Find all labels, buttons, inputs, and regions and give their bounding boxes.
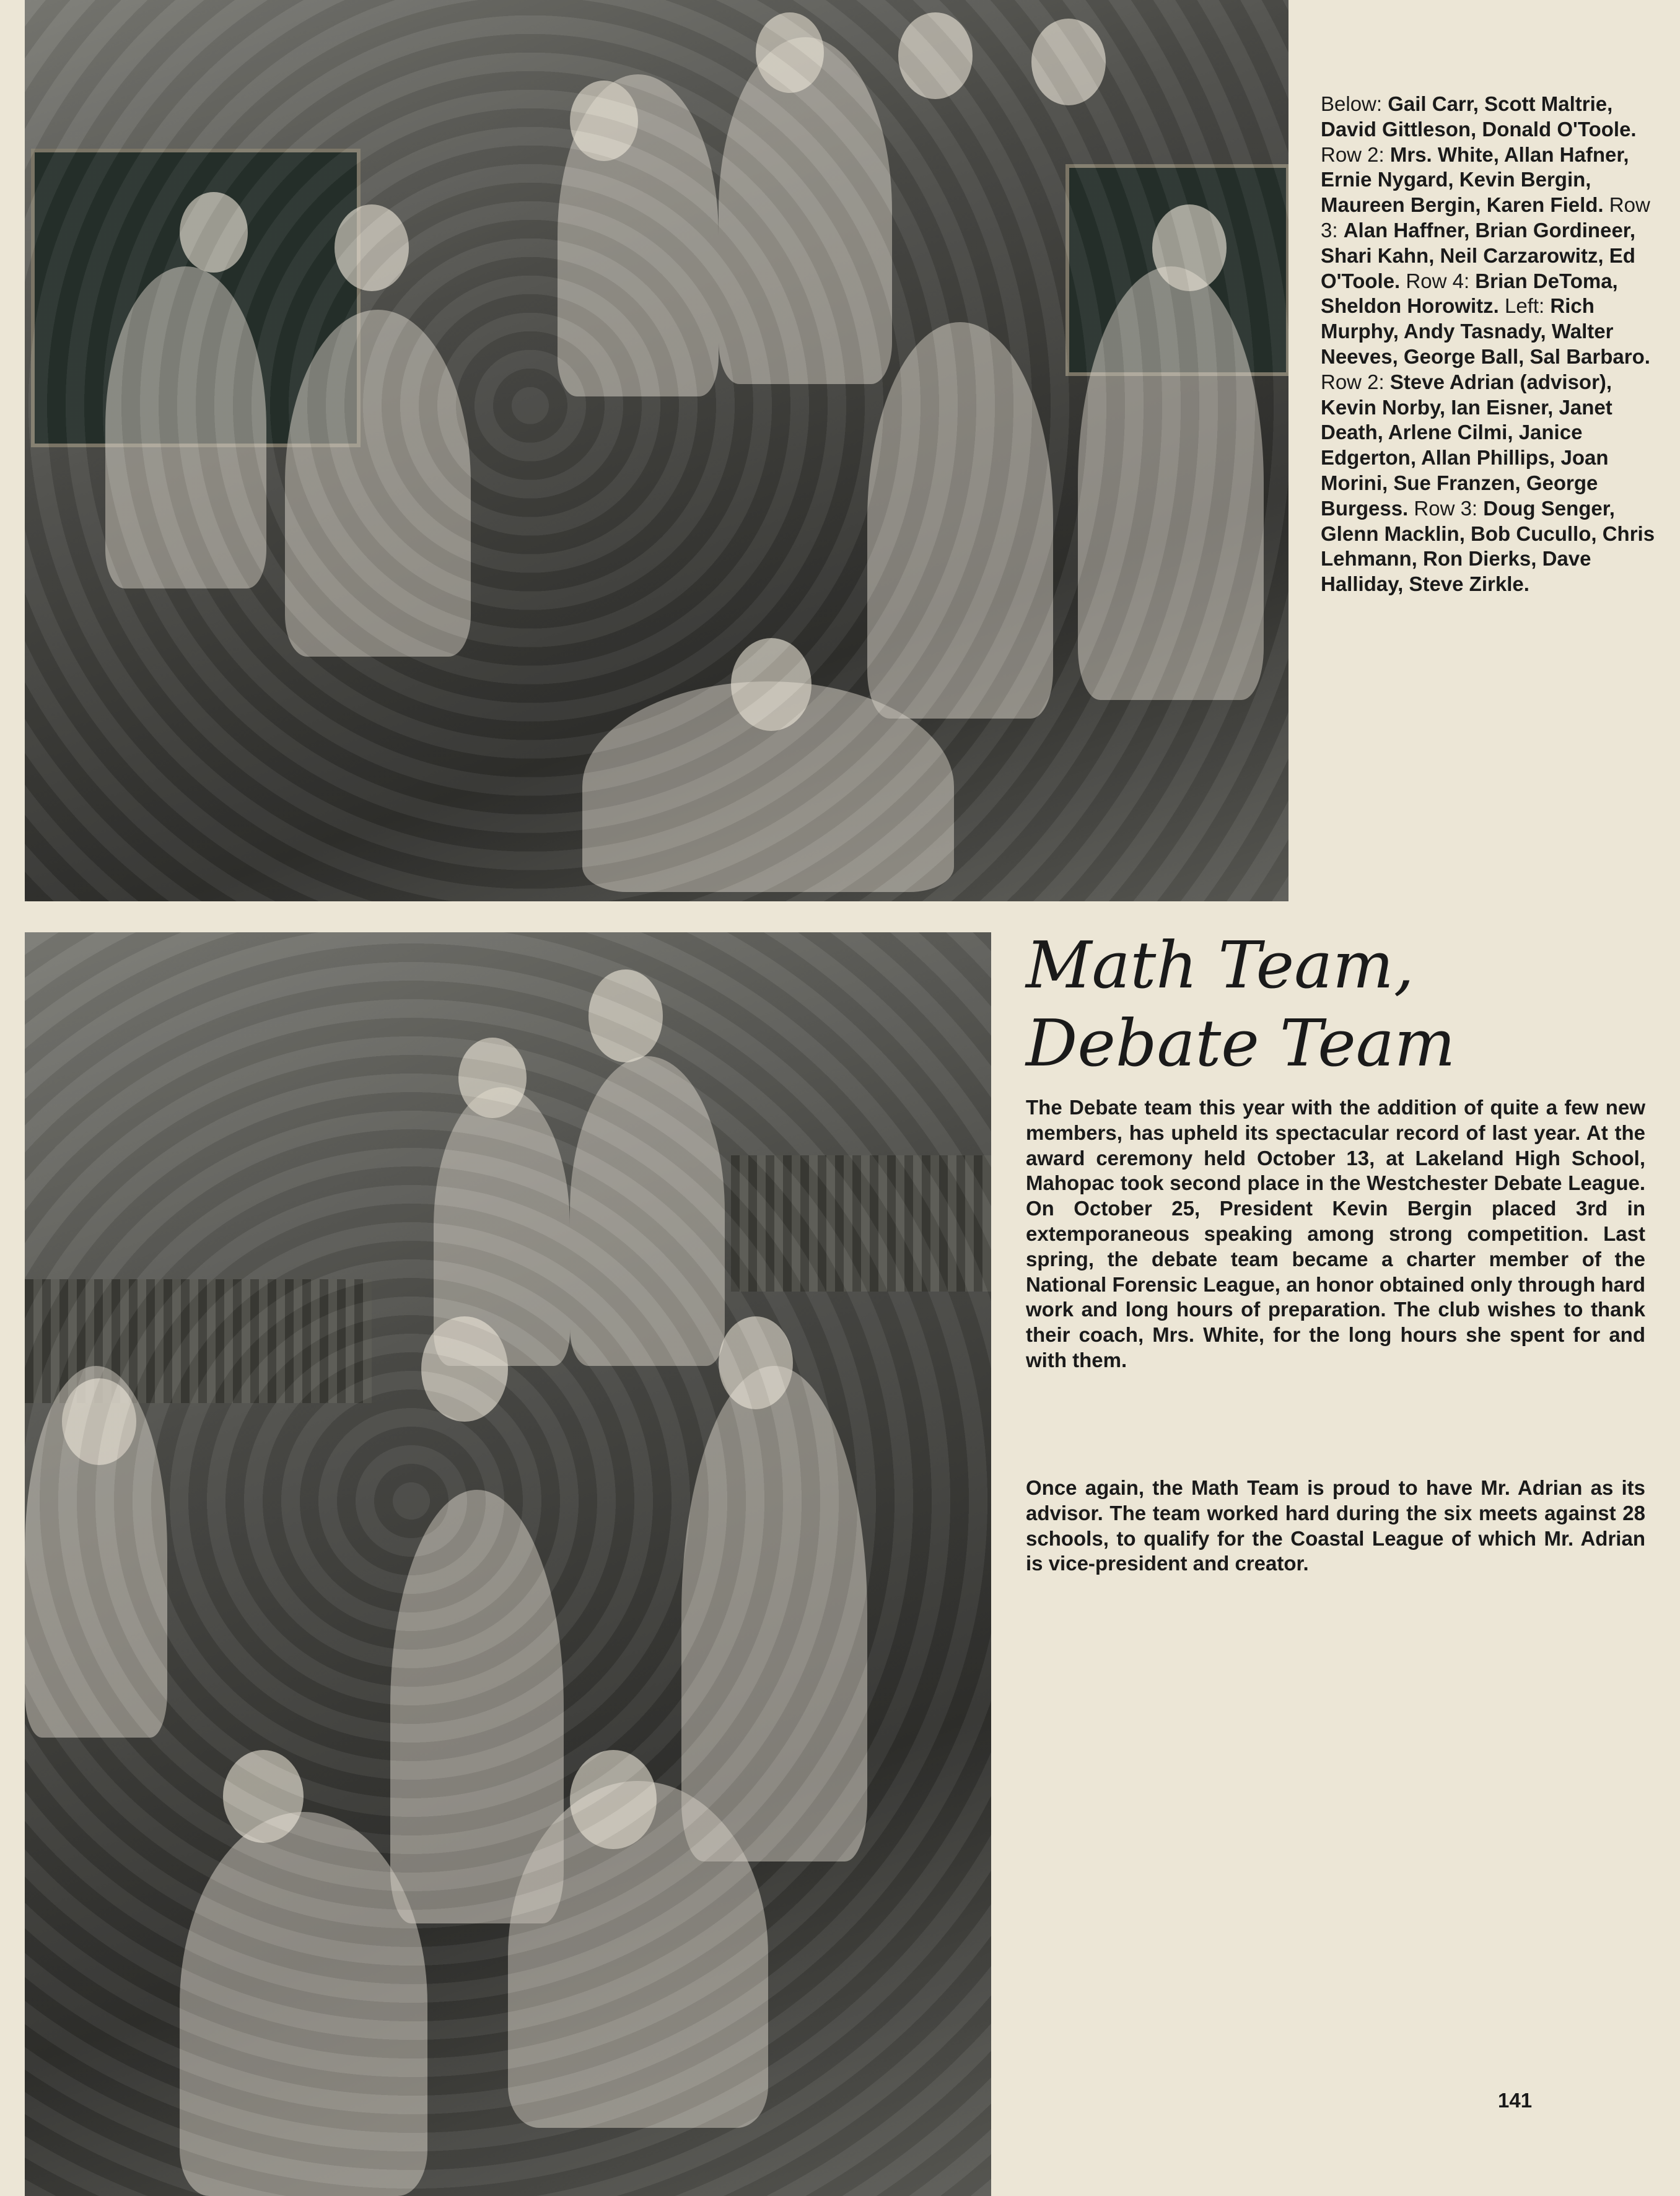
student-figure [570, 1056, 725, 1366]
caption-names: Brian DeToma, Sheldon Horowitz. [1321, 269, 1618, 318]
student-figure [1078, 266, 1264, 700]
student-figure [180, 1812, 427, 2196]
section-heading [1026, 926, 1658, 1082]
blackboard [1065, 164, 1288, 376]
debate-team-paragraph: The Debate team this year with the addition of quite a few new members, has upheld its spectacular record of last year. At the award ceremony held October 13, at Lakeland High School, Mahopac took second place in the Westchester Debate League. On October 25, President Kevin Bergin placed 3rd in extemporaneous speaking among strong competition. Last spring, the debate team became a charter member of the National Forensic League, an honor obtained only through hard work and long hours of preparation. The club wishes to thank their coach, Mrs. White, for the long hours she spent for and with them. [1026, 1096, 1645, 1371]
caption-label: Row 4: [1406, 269, 1476, 292]
student-figure [719, 37, 892, 384]
student-figure [582, 681, 954, 892]
student-figure [434, 1087, 570, 1366]
caption-label: Row 2: [1321, 370, 1390, 393]
face [756, 12, 824, 93]
heading-line-1: Math Team, [1026, 927, 1414, 1003]
caption-label: Row 3: [1321, 193, 1650, 242]
face [1152, 204, 1227, 291]
face [1031, 19, 1106, 105]
face [335, 204, 409, 291]
caption-names: Steve Adrian (advisor), Kevin Norby, Ian Eisner, Janet Death, Arlene Cilmi, Janice Edgerton, Allan Phillips, Joan Morini, Sue Franzen, George Burgess. [1321, 370, 1612, 520]
caption-names: Mrs. White, Allan Hafner, Ernie Nygard, Kevin Bergin, Maureen Bergin, Karen Field. [1321, 142, 1629, 217]
student-figure [105, 266, 266, 588]
student-figure [867, 322, 1053, 719]
student-figure [558, 74, 719, 396]
face [719, 1316, 793, 1409]
face [588, 969, 663, 1062]
face [731, 638, 812, 731]
math-team-photo [25, 932, 991, 2196]
advisor-figure [25, 1366, 167, 1738]
math-team-paragraph: Once again, the Math Team is proud to have Mr. Adrian as its advisor. The team worked hard during the six meets against 28 schools, to qualify for the Coastal League of which Mr. Adrian is vice-president and creator. [1026, 1476, 1645, 1575]
caption-label: Row 3: [1414, 496, 1484, 520]
caption-label: Below: [1321, 92, 1388, 115]
student-figure [285, 310, 471, 657]
caption-names: Alan Haffner, Brian Gordineer, Shari Kahn, Neil Carzarowitz, Ed O'Toole. [1321, 218, 1635, 292]
heading-line-2: Debate Team [1026, 1005, 1456, 1081]
bookshelf [731, 1155, 991, 1292]
face [62, 1378, 136, 1465]
student-figure [508, 1781, 768, 2128]
caption-label: Row 2: [1321, 142, 1390, 166]
caption-label: Left: [1504, 294, 1551, 318]
face [458, 1038, 527, 1118]
student-figure [681, 1366, 867, 1861]
bookshelf [25, 1279, 372, 1403]
blackboard [31, 149, 361, 447]
caption-names: Rich Murphy, Andy Tasnady, Walter Neeves, George Ball, Sal Barbaro. [1321, 294, 1650, 368]
caption-names: Gail Carr, Scott Maltrie, David Gittleson, Donald O'Toole. [1321, 92, 1637, 141]
face [421, 1316, 508, 1422]
advisor-figure [390, 1490, 564, 1923]
page-number: 141 [1498, 2089, 1533, 2112]
debate-team-photo [25, 0, 1288, 901]
face [570, 81, 638, 161]
face [898, 12, 973, 99]
photo-caption [1321, 92, 1668, 597]
face [570, 1750, 657, 1849]
face [180, 192, 248, 273]
caption-names: Doug Senger, Glenn Macklin, Bob Cucullo, Chris Lehmann, Ron Dierks, Dave Halliday, Steve Zirkle. [1321, 496, 1655, 596]
face [223, 1750, 304, 1843]
